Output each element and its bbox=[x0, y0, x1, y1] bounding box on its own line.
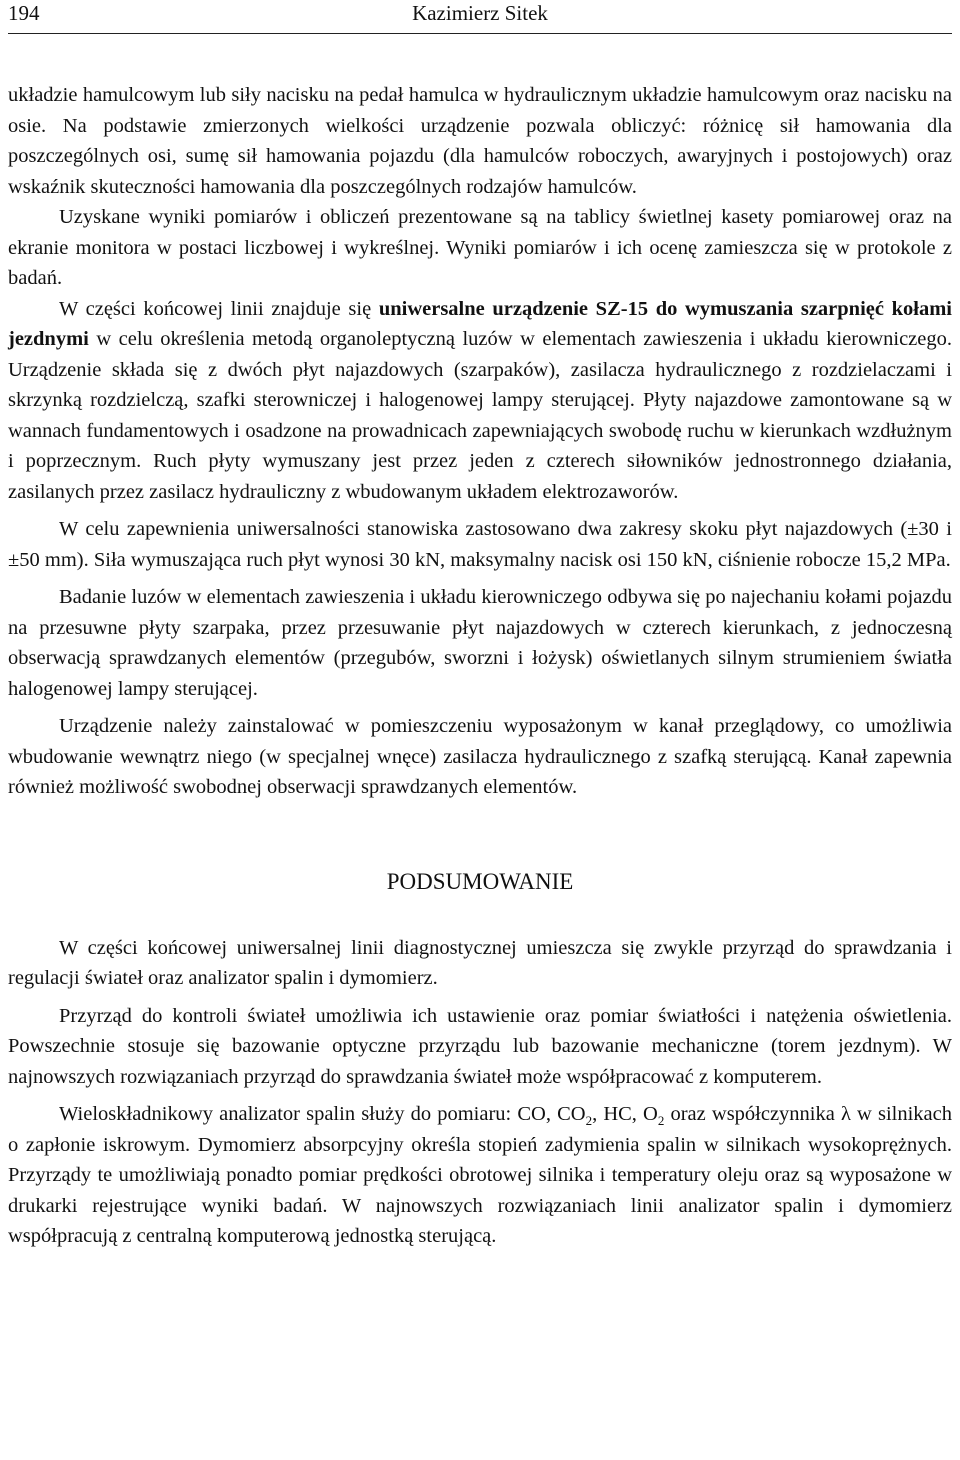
paragraph-text: Wieloskładnikowy analizator spalin służy do pomiaru: CO, CO bbox=[59, 1103, 586, 1125]
paragraph-exhaust-analyzer bbox=[8, 1099, 952, 1252]
paragraph-results-display: Uzyskane wyniki pomiarów i obliczeń prezentowane są na tablicy świetlnej kasety pomiarowej oraz na ekranie monitora w postaci liczbowej i wykreślnej. Wyniki pomiarów i ich ocenę zamieszcza się w protokole z badań. bbox=[8, 206, 952, 289]
paragraph-brake-calculations: układzie hamulcowym lub siły nacisku na pedał hamulca w hydraulicznym układzie hamulcowym oraz nacisku na osie. Na podstawie zmierzonych wielkości urządzenie pozwala obliczyć: różnicę sił hamowania dla poszczególnych osi, sumę sił hamowania pojazdu (dla hamulców roboczych, awaryjnych i postojowych) oraz wskaźnik skuteczności hamowania dla poszczególnych rodzajów hamulców. bbox=[8, 84, 952, 198]
body-text bbox=[8, 80, 952, 1252]
paragraph-installation: Urządzenie należy zainstalować w pomieszczeniu wyposażonym w kanał przeglądowy, co umożliwia wbudowanie wewnątrz niego (w specjalnej wnęce) zasilacza hydraulicznego z szafką sterującą. Kanał zapewnia również możliwość swobodnej obserwacji sprawdzanych elementów. bbox=[8, 715, 952, 798]
paragraph-text: , HC, O bbox=[592, 1103, 658, 1125]
paragraph-headlight-tester: Przyrząd do kontroli świateł umożliwia ich ustawienie oraz pomiar światłości i natężenia oświetlenia. Powszechnie stosuje się bazowanie optyczne przyrządu lub bazowanie mechaniczne (torem jezdnym). W najnowszych rozwiązaniach przyrząd do sprawdzania świateł może współpracować z komputerem. bbox=[8, 1004, 952, 1088]
paragraph-play-test: Badanie luzów w elementach zawieszenia i układu kierowniczego odbywa się po najechaniu kołami pojazdu na przesuwne płyty szarpaka, przez przesuwanie płyt najazdowych w czterech kierunkach, z jednoczesną obserwacją sprawdzanych elementów (przegubów, sworzni i łożysk) oświetlanych silnym strumieniem światła halogenowej lampy sterującej. bbox=[8, 586, 952, 700]
paragraph-sz15-device bbox=[8, 294, 952, 508]
subscript: 2 bbox=[657, 1113, 665, 1129]
paragraph-text: W części końcowej linii znajduje się bbox=[59, 297, 379, 320]
bold-term: uniwersalne urządzenie SZ-15 do wymuszania szarpnięć kołami jezdnymi bbox=[8, 297, 952, 350]
section-heading: PODSUMOWANIE bbox=[386, 868, 574, 894]
paragraph-text: w celu określenia metodą organoleptyczną luzów w elementach zawieszenia i układu kierowniczego. Urządzenie składa się z dwóch płyt najazdowych (szarpaków), zasilacza hydraulicznego z rozdzielaczami i skrzynką rozdzielczą, szafki sterowniczej i halogenowej lampy sterującej. Płyty najazdowe zamontowane są w wannach fundamentowych i osadzone na prowadnicach zapewniających swobodę ruchu w kierunkach wzdłużnym i poprzecznym. Ruch płyty wymuszany jest przez jeden z czterech siłowników jednostronnego działania, zasilanych przez zasilacz hydrauliczny z wbudowanym układem elektrozaworów. bbox=[8, 328, 952, 503]
paragraph-stroke-ranges: W celu zapewnienia uniwersalności stanowiska zastosowano dwa zakresy skoku płyt najazdowych (±30 i ±50 mm). Siła wymuszająca ruch płyt wynosi 30 kN, maksymalny nacisk osi 150 kN, ciśnienie robocze 15,2 MPa. bbox=[8, 518, 952, 571]
running-head-author: Kazimierz Sitek bbox=[412, 1, 548, 25]
page-number: 194 bbox=[8, 1, 40, 25]
subscript: 2 bbox=[585, 1113, 593, 1129]
paragraph-text: oraz współczynnika λ w silnikach o zapłonie iskrowym. Dymomierz absorpcyjny określa stopień zadymienia spalin w silnikach wysokoprężnych. Przyrządy te umożliwiają ponadto pomiar prędkości obrotowej silnika i temperatury oleju oraz są wyposażone w drukarki rejestrujące wyniki badań. W najnowszych rozwiązaniach linii analizator spalin i dymomierz współpracują z centralną komputerową jednostką sterującą. bbox=[8, 1103, 952, 1247]
header-rule bbox=[8, 33, 952, 34]
paragraph-summary-intro: W części końcowej uniwersalnej linii diagnostycznej umieszcza się zwykle przyrząd do sprawdzania i regulacji świateł oraz analizator spalin i dymomierz. bbox=[8, 936, 952, 989]
running-head bbox=[8, 0, 952, 32]
